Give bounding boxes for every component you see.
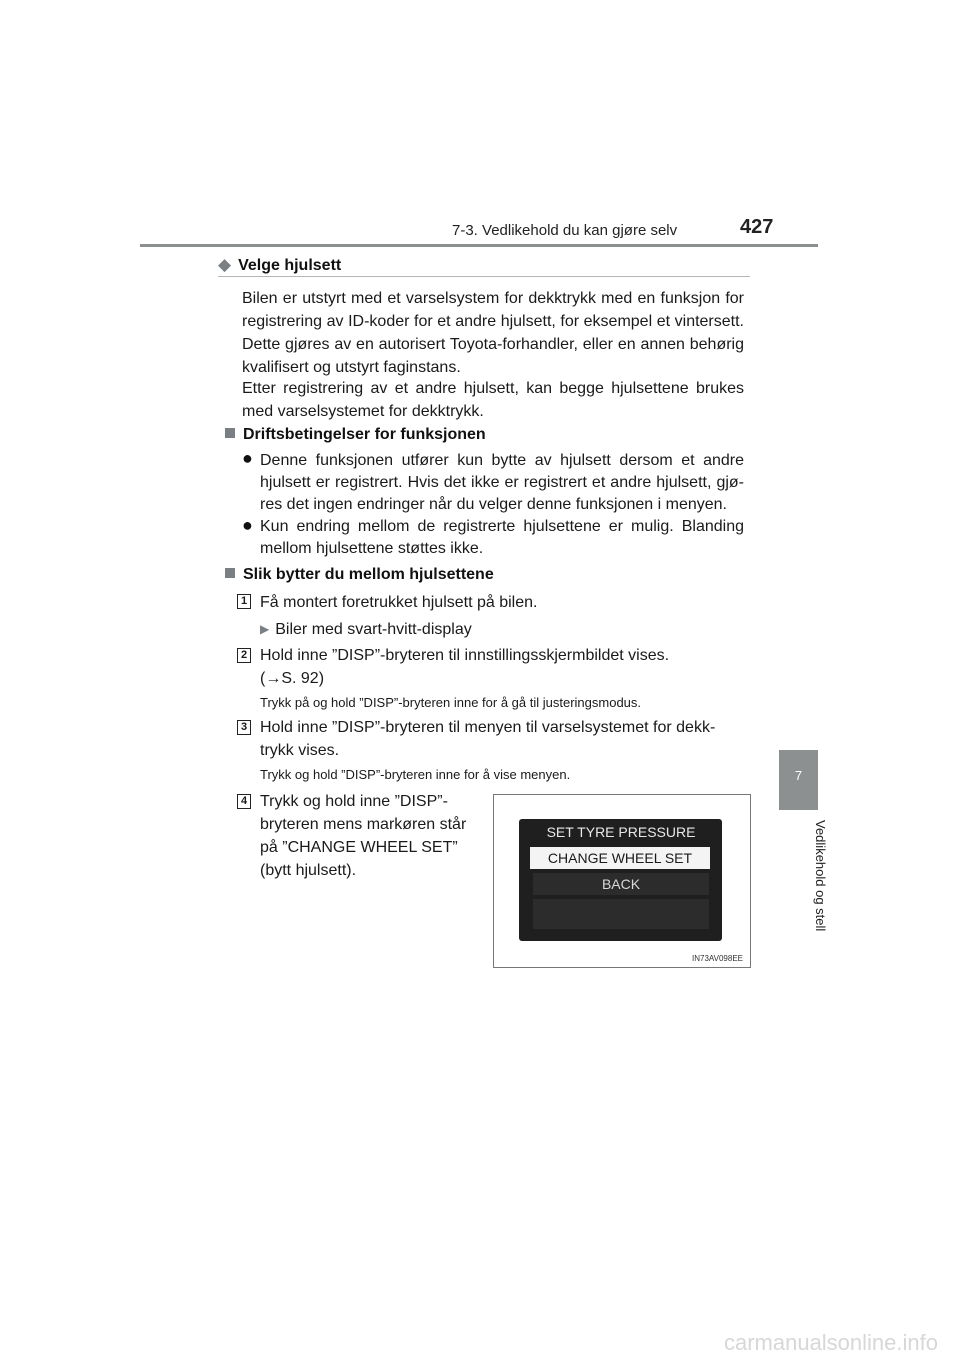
step-number-2: 2 (237, 648, 251, 663)
step-4-line-1: Trykk og hold inne ”DISP”- (260, 793, 448, 810)
conditions-heading-text: Driftsbetingelser for funksjonen (243, 426, 486, 443)
watermark: carmanualsonline.info (723, 1330, 938, 1355)
square-bullet-icon (225, 428, 235, 438)
section-heading (218, 255, 341, 275)
switching-heading-text: Slik bytter du mellom hjulsettene (243, 566, 494, 583)
condition-bullet-1: Denne funksjonen utfører kun bytte av hjulsett dersom et andre hjulsett er registrert. Hvis det ikke er registrert et andre hjulsett, gjø-res det ingen endringer når du velger denne funksjonen i menyen. (260, 452, 744, 513)
step-number-3: 3 (237, 720, 251, 735)
menu-empty-row (533, 899, 709, 929)
header-divider (140, 244, 818, 247)
diamond-icon: ◆ (218, 255, 232, 274)
figure-code: IN73AV098EE (692, 954, 743, 963)
menu-item-back: BACK (533, 873, 709, 895)
chapter-tab-number: 7 (794, 768, 803, 783)
vehicle-variant (260, 618, 744, 642)
registration-paragraph: Etter registrering av et andre hjulsett, kan begge hjulsettene brukes med varselsystemet for dekktrykk. (242, 380, 744, 420)
chapter-tab-label: Vedlikehold og stell (813, 820, 828, 932)
vehicle-variant-text: Biler med svart-hvitt-display (275, 621, 472, 638)
switching-heading (225, 566, 494, 584)
section-divider (218, 276, 750, 277)
step-3-line-1: Hold inne ”DISP”-bryteren til menyen til varselsystemet for dekk- (260, 719, 716, 736)
bullet-dot-icon: ● (242, 448, 253, 468)
step-4-line-3: på ”CHANGE WHEEL SET” (260, 839, 458, 856)
display-screen (519, 819, 722, 941)
bullet-dot-icon: ● (242, 515, 253, 535)
conditions-heading (225, 426, 486, 444)
section-heading-text: Velge hjulsett (238, 257, 342, 274)
menu-item-set-tyre-pressure: SET TYRE PRESSURE (546, 824, 696, 840)
step-number-4: 4 (237, 794, 251, 809)
step-3-note: Trykk og hold ”DISP”-bryteren inne for å vise menyen. (260, 767, 571, 782)
menu-item-change-wheel-set-selected: CHANGE WHEEL SET (530, 847, 710, 869)
step-2-line-1: Hold inne ”DISP”-bryteren til innstillingsskjermbildet vises. (260, 647, 670, 664)
step-2-note: Trykk på og hold ”DISP”-bryteren inne for å gå til justeringsmodus. (260, 695, 642, 710)
header-section-title: 7-3. Vedlikehold du kan gjøre selv (452, 222, 678, 239)
step-4-line-4: (bytt hjulsett). (260, 862, 357, 879)
condition-bullet-2: Kun endring mellom de registrerte hjulsettene er mulig. Blanding mellom hjulsettene støttes ikke. (260, 518, 744, 557)
step-2-line-2: (→S. 92) (260, 670, 325, 687)
step-number-1: 1 (237, 594, 251, 609)
step-3-line-2: trykk vises. (260, 742, 340, 759)
intro-paragraph: Bilen er utstyrt med et varselsystem for dekktrykk med en funksjon for registrering av ID-koder for et andre hjulsett, for eksempel et vintersett. Dette gjøres av en autorisert Toyota-forhandler, eller en annen behørig kvalifisert og utstyrt faginstans. (242, 290, 744, 376)
square-bullet-icon (225, 568, 235, 578)
triangle-right-icon: ▶ (260, 622, 270, 636)
step-1-text: Få montert foretrukket hjulsett på bilen. (260, 594, 538, 611)
page-number: 427 (740, 216, 774, 238)
step-4-line-2: bryteren mens markøren står (260, 816, 467, 833)
